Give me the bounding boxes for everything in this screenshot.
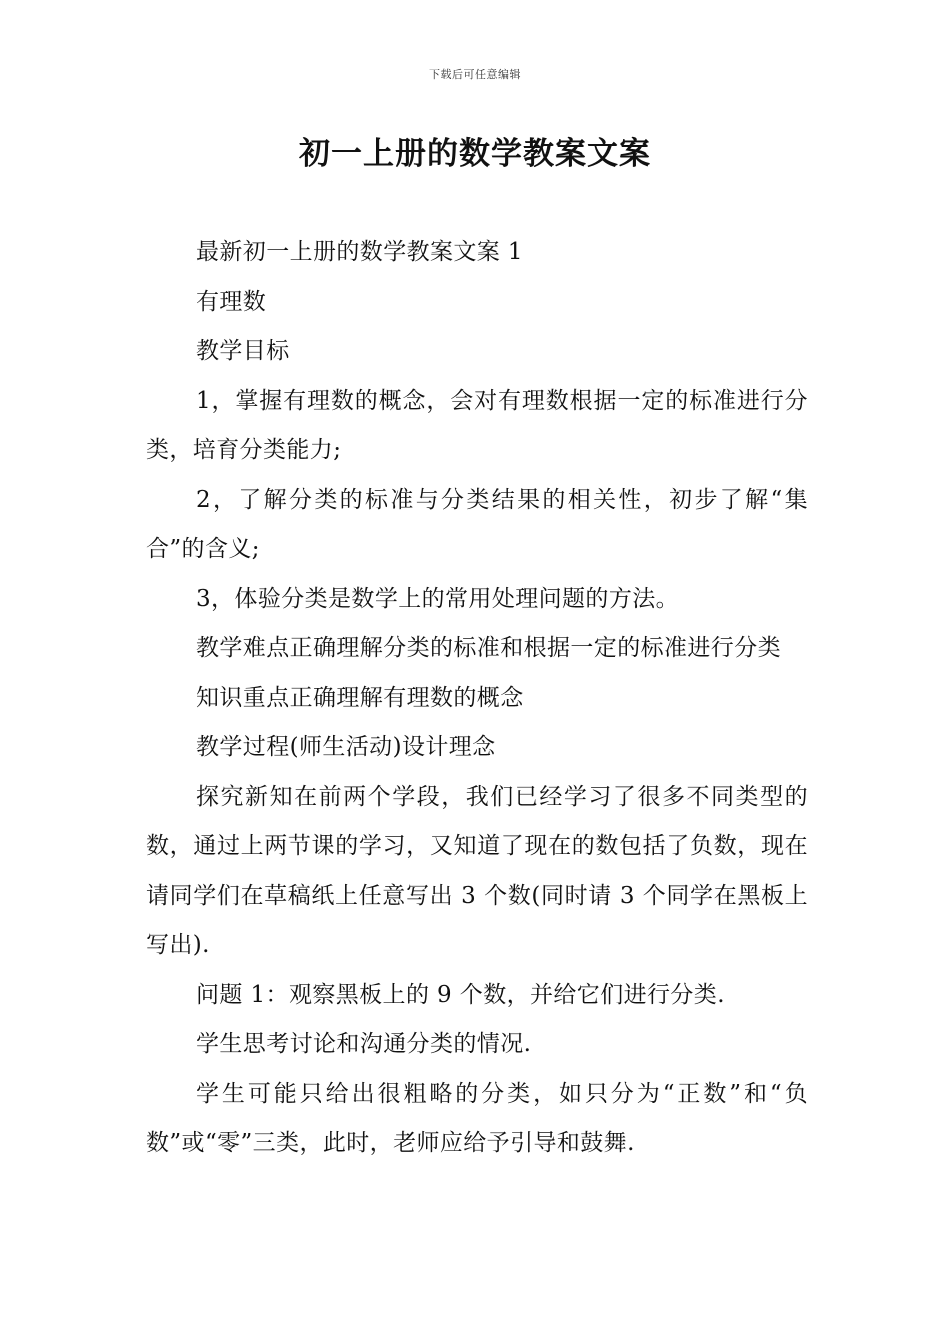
paragraph-process-heading: 教学过程(师生活动)设计理念 — [196, 734, 496, 760]
paragraph-difficulty: 教学难点正确理解分类的标准和根据一定的标准进行分类 — [196, 635, 781, 661]
paragraph-guidance: 学生可能只给出很粗略的分类，如只分为“正数”和“负数”或“零”三类，此时，老师应给予引导和鼓舞. — [146, 1080, 808, 1156]
paragraph-objective-1: 1，掌握有理数的概念，会对有理数根据一定的标准进行分类，培育分类能力; — [146, 387, 808, 463]
paragraph-objective-3: 3，体验分类是数学上的常用处理问题的方法。 — [196, 585, 680, 612]
header-note: 下载后可任意编辑 — [429, 68, 521, 81]
paragraph-objective-2: 2，了解分类的标准与分类结果的相关性，初步了解“集合”的含义; — [146, 486, 808, 562]
paragraph-question-1: 问题 1：观察黑板上的 9 个数，并给它们进行分类. — [196, 981, 725, 1008]
paragraph-topic: 有理数 — [196, 288, 267, 315]
paragraph-explore: 探究新知在前两个学段，我们已经学习了很多不同类型的数，通过上两节课的学习，又知道了现在的数包括了负数，现在请同学们在草稿纸上任意写出 3 个数(同时请 3 个同学在黑板上写出). — [146, 783, 808, 958]
document-body — [146, 228, 808, 1169]
document-title: 初一上册的数学教案文案 — [299, 136, 651, 172]
paragraph-key-point: 知识重点正确理解有理数的概念 — [196, 684, 524, 711]
paragraph-discussion: 学生思考讨论和沟通分类的情况. — [196, 1031, 532, 1057]
paragraph-objectives-heading: 教学目标 — [196, 338, 290, 364]
paragraph-section-heading: 最新初一上册的数学教案文案 1 — [196, 239, 523, 265]
